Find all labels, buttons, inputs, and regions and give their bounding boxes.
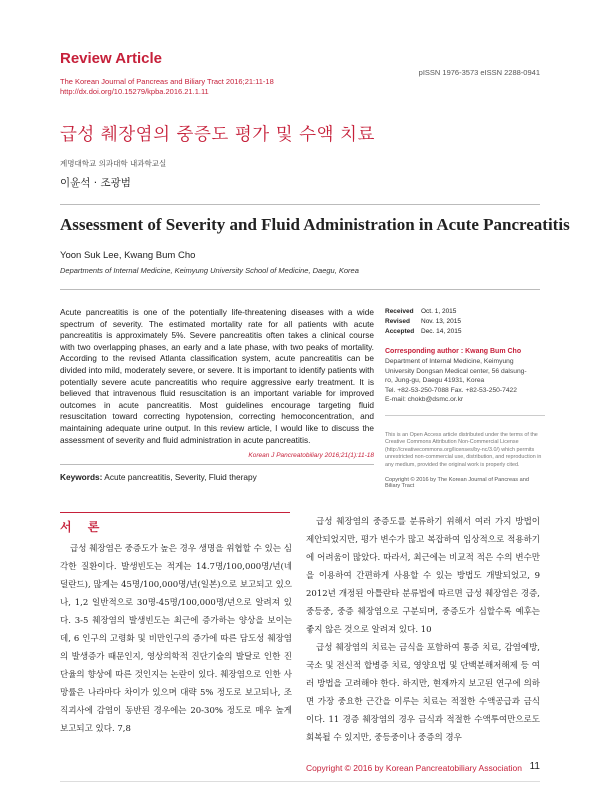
article-dates (385, 307, 545, 337)
journal-reference (60, 77, 274, 97)
received-value: Oct. 1, 2015 (421, 308, 457, 315)
corr-line: Department of Internal Medicine, Keimyung (385, 358, 514, 365)
page-number: 11 (529, 761, 540, 772)
english-affiliation: Departments of Internal Medicine, Keimyung University School of Medicine, Daegu, Korea (60, 266, 359, 275)
divider (385, 415, 545, 416)
revised-date (385, 317, 545, 327)
section-rule (60, 512, 290, 513)
body-column-left (60, 540, 292, 738)
divider (60, 204, 540, 205)
body-paragraph: 급성 췌장염의 치료는 금식을 포함하여 통증 치료, 감염예방, 국소 및 전신적 합병증 치료, 영양요법 및 단백분해저해제 등 여러 방법을 고려해야 한다. 하지만, 현재까지 보고된 연구에 의하면 가장 중요한 근간을 이루는 치료는 적절한 수액공급과 금식이다. 11 경증 췌장염의 경우 금식과 적절한 수액투여만으로도 회복될 수 있지만, 중등중이나 중증의 경우 (306, 643, 540, 743)
keywords (60, 472, 257, 482)
issn: pISSN 1976-3573 eISSN 2288-0941 (418, 68, 540, 77)
korean-authors: 이윤석 · 조광범 (60, 177, 131, 189)
corr-line: Tel. +82-53-250-7088 Fax. +82-53-250-7422 (385, 386, 517, 394)
korean-title: 급성 췌장염의 중증도 평가 및 수액 치료 (60, 125, 375, 145)
keywords-list: Acute pancreatitis, Severity, Fluid therapy (104, 472, 257, 482)
open-access-notice: This is an Open Access article distributed under the terms of the Creative Commons Attribution Non-Commercial License (http://creativecommons.org/licenses/by-nc/3.0/) which permits unrestricted non-commercial use, distribution, and reproduction in any medium, provided the original work is properly cited. (385, 431, 542, 468)
footer-rule (60, 781, 540, 782)
english-title: Assessment of Severity and Fluid Administration in Acute Pancreatitis (60, 215, 570, 234)
body-column-right (306, 513, 540, 747)
doi-link[interactable]: http://dx.doi.org/10.15279/kpba.2016.21.1.11 (60, 87, 209, 96)
divider (60, 289, 540, 290)
accepted-label: Accepted (385, 328, 415, 335)
english-authors: Yoon Suk Lee, Kwang Bum Cho (60, 250, 196, 261)
accepted-value: Dec. 14, 2015 (421, 328, 462, 335)
received-label: Received (385, 308, 414, 315)
keywords-label: Keywords: (60, 472, 103, 482)
corr-email[interactable]: E-mail: chokb@dsmc.or.kr (385, 396, 464, 403)
revised-value: Nov. 13, 2015 (421, 318, 461, 325)
divider (60, 464, 374, 465)
corr-line: ro, Jung-gu, Daegu 41931, Korea (385, 377, 485, 384)
article-type: Review Article (60, 50, 162, 67)
body-paragraph: 급성 췌장염은 중증도가 높은 경우 생명을 위협할 수 있는 심각한 질환이다. 발생빈도는 적게는 14.7명/100,000명/년(네덜란드), 많게는 45명/100,000명/년(일본)으로 보고되고 있으나, 1,2 일반적으로 30명-45명/100,000명/년으로 알려져 있다. 3-5 췌장염의 발생빈도는 최근에 증가하는 양상을 보이는데, 6 인구의 고령화 및 비만인구의 증가에 따른 담도성 췌장염의 발생증가 때문인지, 영상의학적 진단기술의 발달로 인한 진단율의 향상에 따른 것인지는 논란이 있다. 췌장염으로 인한 사망률은 나라마다 차이가 있으며 대략 5% 정도로 보고되나, 조직괴사에 감염이 동반된 경우에는 20-30% 정도로 매우 높게 보고되고 있다. 7,8 (60, 544, 292, 734)
received-date (385, 307, 545, 317)
revised-label: Revised (385, 318, 410, 325)
corresponding-author-details (385, 357, 545, 405)
abstract-citation: Korean J Pancreatobiliary 2016;21(1):11-18 (248, 452, 374, 459)
corresponding-author-heading: Corresponding author : Kwang Bum Cho (385, 348, 522, 355)
article-info-sidebar (385, 307, 545, 489)
footer-copyright: Copyright © 2016 by Korean Pancreatobiliary Association (305, 763, 522, 773)
body-paragraph: 급성 췌장염의 중증도를 분류하기 위해서 여러 가지 방법이 제안되었지만, 평가 변수가 많고 복잡하여 임상적으로 적용하기에 어려움이 많았다. 따라서, 최근에는 비교적 적은 수의 변수만을 이용하여 간편하게 사용할 수 있는 방법도 개발되었고, 9 2012년 개정된 아틀란타 분류법에 따르면 급성 췌장염은 경증, 중등중, 중증 췌장염으로 구분되며, 중증도가 심할수록 예후는 좋지 않은 것으로 알려져 있다. 10 (306, 517, 540, 635)
accepted-date (385, 327, 545, 337)
abstract-text: Acute pancreatitis is one of the potentially life-threatening diseases with a wide spectrum of severity. The estimated mortality rate for all patients with acute pancreatitis is approximately 5%. Severe pancreatitis often takes a clinical course with two overlapping phases, an early and a late phase, with two peaks of mortality. According to the revised Atlanta classification system, acute pancreatitis can be divided into mild, moderately severe, or severe. It is important to identify patients with potentially severe acute pancreatitis who require aggressive early treatment. It is believed that intravenous fluid resuscitation is an important variable for improved outcomes in acute pancreatitis. Most guidelines encourage targeting fluid resuscitation toward correcting hypotension, correcting hemoconcentration, and maintaining adequate urine output. In this review article, I would like to discuss the assessment of severity and fluid administration in acute pancreatitis. (60, 307, 374, 445)
corr-line: University Dongsan Medical center, 56 dalsung- (385, 367, 527, 375)
journal-citation: The Korean Journal of Pancreas and Biliary Tract 2016;21:11-18 (60, 77, 274, 86)
korean-affiliation: 계명대학교 의과대학 내과학교실 (60, 159, 167, 168)
section-title: 서 론 (60, 520, 106, 534)
journal-copyright: Copyright © 2016 by The Korean Journal of Pancreas and Biliary Tract (385, 477, 529, 490)
